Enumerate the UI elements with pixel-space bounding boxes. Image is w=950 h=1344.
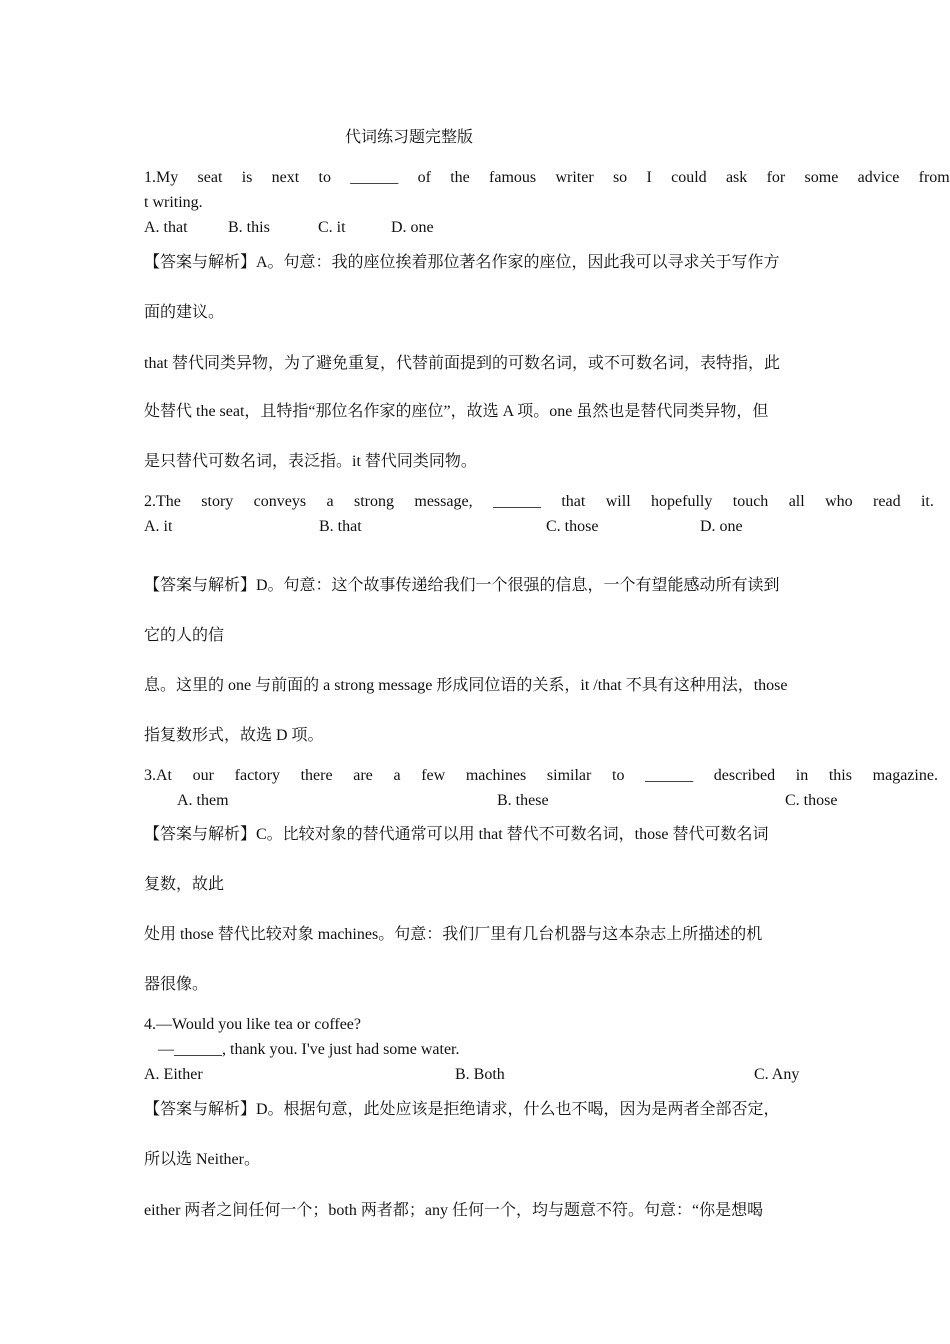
stem-word: our (192, 767, 214, 784)
stem-word: advice (857, 169, 900, 186)
question-1-analysis-line: that 替代同类异物，为了避免重复，代替前面提到的可数名词，或不可数名词，表特指，此 (144, 355, 780, 372)
stem-word: there (300, 767, 333, 784)
question-3-analysis-line: 复数，故此 (144, 876, 225, 893)
page-title: 代词练习题完整版 (345, 129, 474, 146)
stem-word: few (421, 767, 446, 784)
question-3-analysis-line: 处用 those 替代比较对象 machines。句意：我们厂里有几台机器与这本杂志上所描述的机 (144, 926, 763, 943)
stem-word: a (393, 767, 401, 784)
question-4-option-b: B. Both (455, 1066, 505, 1083)
question-3-analysis-line: 器很像。 (144, 976, 209, 993)
stem-word: this (828, 767, 852, 784)
question-2-analysis-line: 指复数形式，故选 D 项。 (144, 727, 324, 744)
question-2-analysis-line: 【答案与解析】D。句意：这个故事传递给我们一个很强的信息，一个有望能感动所有读到 (144, 577, 780, 594)
stem-word: ______ (350, 169, 399, 186)
question-4-analysis-line: 所以选 Neither。 (144, 1151, 260, 1168)
stem-word: ask (725, 169, 748, 186)
stem-word: are (353, 767, 373, 784)
stem-word: who (825, 493, 853, 510)
stem-word: could (671, 169, 707, 186)
stem-word: ______ (645, 767, 694, 784)
stem-word: in (795, 767, 809, 784)
stem-word: of (417, 169, 431, 186)
question-3-analysis-line: 【答案与解析】C。比较对象的替代通常可以用 that 替代不可数名词，those 替代可数名词 (144, 826, 769, 843)
stem-word: the (450, 169, 470, 186)
stem-word: factory (234, 767, 280, 784)
stem-word: from (918, 169, 950, 186)
question-1-stem-continued: t writing. (144, 194, 203, 211)
question-2-analysis-line: 息。这里的 one 与前面的 a strong message 形成同位语的关系，it /that 不具有这种用法，those (144, 677, 788, 694)
stem-word: described (713, 767, 776, 784)
stem-word: it. (920, 493, 934, 510)
stem-word: 1.My (144, 169, 179, 186)
question-1-option-b: B. this (228, 219, 270, 236)
stem-word: to (612, 767, 625, 784)
question-2-option-c: C. those (546, 518, 599, 535)
question-4-option-a: A. Either (144, 1066, 203, 1083)
question-1-analysis-line: 是只替代可数名词，表泛指。it 替代同类同物。 (144, 453, 477, 470)
stem-word: a (326, 493, 334, 510)
stem-word: is (241, 169, 253, 186)
stem-word: strong (353, 493, 394, 510)
stem-word: hopefully (651, 493, 713, 510)
question-1-option-a: A. that (144, 219, 188, 236)
stem-word: 3.At (144, 767, 172, 784)
question-1-analysis-line: 面的建议。 (144, 304, 225, 321)
question-4-stem: 4.—Would you like tea or coffee? (144, 1016, 362, 1033)
question-1-option-d: D. one (391, 219, 434, 236)
question-4-option-c: C. Any (754, 1066, 800, 1083)
stem-word: writer (555, 169, 594, 186)
question-2-analysis-line: 它的人的信 (144, 627, 225, 644)
stem-word: story (201, 493, 234, 510)
question-1-analysis-line: 【答案与解析】A。句意：我的座位挨着那位著名作家的座位，因此我可以寻求关于写作方 (144, 254, 780, 271)
question-2-option-b: B. that (319, 518, 362, 535)
stem-word: I (646, 169, 652, 186)
question-3-option-c: C. those (785, 792, 838, 809)
stem-word: some (804, 169, 839, 186)
question-3-stem (144, 766, 938, 786)
question-1-stem (144, 168, 950, 188)
question-4-stem-reply: —______, thank you. I've just had some water. (158, 1041, 460, 1058)
stem-word: that (561, 493, 586, 510)
question-2-option-d: D. one (700, 518, 743, 535)
question-3-option-b: B. these (497, 792, 549, 809)
stem-word: seat (197, 169, 223, 186)
question-4-analysis-line: 【答案与解析】D。根据句意，此处应该是拒绝请求，什么也不喝，因为是两者全部否定， (144, 1101, 780, 1118)
question-3-option-a: A. them (177, 792, 229, 809)
question-2-stem (144, 492, 934, 512)
stem-word: next (271, 169, 300, 186)
stem-word: famous (489, 169, 537, 186)
question-2-option-a: A. it (144, 518, 173, 535)
stem-word: read (873, 493, 901, 510)
question-1-analysis-line: 处替代 the seat，且特指“那位名作家的座位”，故选 A 项。one 虽然也是替代同类异物，但 (144, 403, 769, 420)
stem-word: will (605, 493, 631, 510)
stem-word: magazine. (872, 767, 938, 784)
question-4-analysis-line: either 两者之间任何一个；both 两者都；any 任何一个，均与题意不符。句意：“你是想喝 (144, 1202, 764, 1219)
stem-word: similar (546, 767, 592, 784)
stem-word: machines (465, 767, 527, 784)
stem-word: so (612, 169, 628, 186)
stem-word: 2.The (144, 493, 181, 510)
stem-word: to (318, 169, 331, 186)
stem-word: conveys (253, 493, 307, 510)
stem-word: ______ (492, 493, 541, 510)
stem-word: all (788, 493, 805, 510)
question-1-option-c: C. it (318, 219, 346, 236)
stem-word: message, (414, 493, 473, 510)
stem-word: for (766, 169, 786, 186)
stem-word: touch (732, 493, 769, 510)
